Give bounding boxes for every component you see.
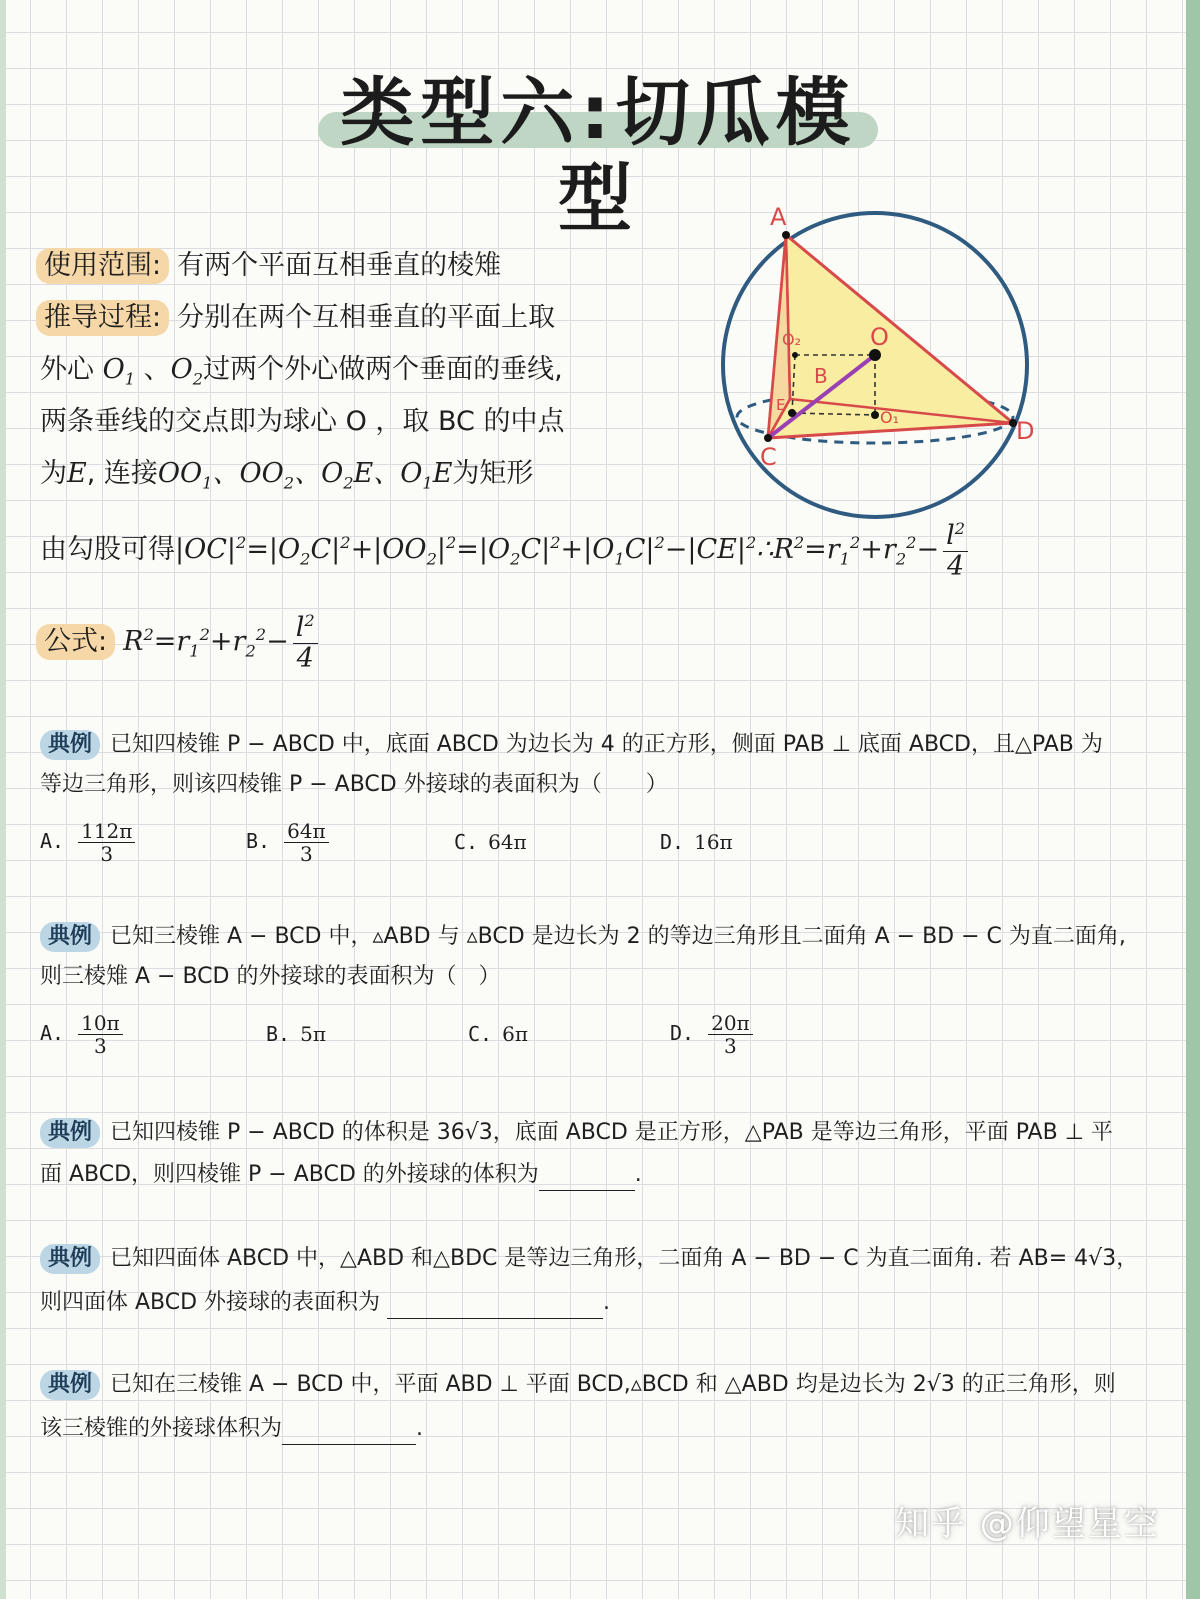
example-4-line-2: 则四面体 ABCD 外接球的表面积为 . — [40, 1288, 610, 1319]
example-3-answer-blank — [539, 1160, 635, 1191]
example-2-tag: 典例 — [40, 922, 100, 952]
derivation-line-2: 外心 $O_1$ 、$O_2$过两个外心做两个垂面的垂线, — [40, 354, 563, 389]
point-a — [782, 231, 790, 239]
example-5-answer-blank — [282, 1414, 416, 1445]
derivation-text-4: 两条垂线的交点即为球心 O ，取 BC 的中点 — [40, 406, 565, 437]
derivation-text-6: , 连接 — [86, 458, 158, 489]
left-border — [0, 0, 6, 1599]
example-5-line-1 — [40, 1370, 1116, 1400]
example-1-tag: 典例 — [40, 730, 100, 760]
derivation-tag: 推导过程: — [36, 300, 169, 336]
page-title: 类型六:切瓜模型 — [340, 70, 856, 242]
derivation-text-3: 过两个外心做两个垂面的垂线, — [203, 354, 563, 385]
example-5-text-2: 该三棱锥的外接球体积为 — [40, 1416, 283, 1441]
example-1-option-b: B. $\frac{64\pi}{3}$ — [246, 820, 333, 865]
derivation-text-5: 为 — [40, 458, 67, 489]
label-b: B — [814, 364, 828, 388]
example-3-text-1: 已知四棱锥 P − ABCD 的体积是 36√3，底面 ABCD 是正方形，△PAB 是等边三角形，平面 PAB ⊥ 平 — [110, 1120, 1113, 1145]
example-3-tag: 典例 — [40, 1118, 100, 1148]
math-o1: $O_1$ — [94, 354, 136, 389]
example-4-text-2: 则四面体 ABCD 外接球的表面积为 — [40, 1290, 381, 1315]
example-1-line-2 — [40, 770, 668, 800]
label-o1: O₁ — [880, 408, 900, 427]
label-o: O — [870, 323, 889, 351]
derivation-line-4 — [40, 456, 533, 501]
example-2-option-d: D. $\frac{20\pi}{3}$ — [670, 1012, 757, 1057]
pythagoras-prefix: 由勾股可得 — [40, 534, 175, 566]
example-4-text-1: 已知四面体 ABCD 中，△ABD 和△BDC 是等边三角形，二面角 A − BD − C 为直二面角. 若 AB= 4√3， — [110, 1246, 1139, 1271]
label-e: E — [776, 396, 786, 414]
math-rect-sides: $OO_1$、$OO_2$、$O_2E$、$O_1E$ — [157, 458, 453, 493]
example-1-option-a: A. $\frac{112\pi}{3}$ — [40, 820, 139, 865]
example-3-line-2: 面 ABCD，则四棱锥 P − ABCD 的外接球的体积为 . — [40, 1160, 642, 1191]
example-2-text-2: 则三棱雉 A − BCD 的外接球的表面积为（ ） — [40, 964, 501, 989]
derivation-text-7: 为矩形 — [452, 458, 534, 489]
derivation-text-2: 外心 — [40, 354, 94, 385]
scope-line — [36, 248, 501, 284]
example-1-option-d: D. 16π — [660, 830, 733, 854]
example-4-answer-blank — [387, 1288, 603, 1319]
derivation-text-1: 分别在两个互相垂直的平面上取 — [177, 302, 556, 333]
title-block — [318, 70, 878, 242]
example-1-option-c: C. 64π — [454, 830, 527, 854]
example-5-line-2: 该三棱锥的外接球体积为 . — [40, 1414, 423, 1445]
example-2-text-1: 已知三棱锥 A − BCD 中，▵ABD 与 ▵BCD 是边长为 2 的等边三角形且二面角 A − BD − C 为直二面角, — [110, 924, 1126, 949]
pythagoras-equation: $|OC|^2=|O_2C|^2+|OO_2|^2=|O_2C|^2+|O_1C|^2-|CE|^2\therefore R^2=r_1^2+r_2^2-$ — [175, 533, 940, 569]
math-e: E — [67, 458, 87, 489]
derivation-line-3 — [40, 404, 564, 440]
example-2-line-2 — [40, 962, 500, 992]
watermark: 知乎 @仰望星空 — [895, 1504, 1160, 1544]
pythagoras-line — [40, 520, 972, 581]
label-o2: O₂ — [782, 330, 802, 349]
example-2-line-1 — [40, 922, 1126, 952]
point-o2 — [792, 352, 798, 358]
example-2-option-a: A. $\frac{10\pi}{3}$ — [40, 1012, 127, 1057]
point-e — [788, 409, 796, 417]
example-5-tag: 典例 — [40, 1370, 100, 1400]
point-o1 — [871, 411, 879, 419]
derivation-line-1 — [36, 300, 555, 336]
example-4-line-1 — [40, 1244, 1138, 1274]
example-4-tag: 典例 — [40, 1244, 100, 1274]
label-a: A — [770, 203, 787, 231]
formula-frac: $\frac{l^2}{4}$ — [293, 612, 318, 673]
example-3-text-2: 面 ABCD，则四棱锥 P − ABCD 的外接球的体积为 — [40, 1162, 539, 1187]
example-5-text-1: 已知在三棱锥 A − BCD 中，平面 ABD ⊥ 平面 BCD,▵BCD 和 △ABD 均是边长为 2√3 的正三角形，则 — [110, 1372, 1116, 1397]
example-1-line-1 — [40, 730, 1103, 760]
formula-tag: 公式: — [36, 624, 115, 660]
pythagoras-frac: $\frac{l^2}{4}$ — [943, 520, 968, 581]
math-o2: $O_2$ — [170, 354, 204, 389]
example-1-text-1: 已知四棱锥 P − ABCD 中，底面 ABCD 为边长为 4 的正方形，侧面 PAB ⊥ 底面 ABCD，且△PAB 为 — [110, 732, 1103, 757]
scope-tag: 使用范围: — [36, 248, 169, 284]
label-d: D — [1016, 417, 1035, 445]
example-1-text-2: 等边三角形，则该四棱锥 P − ABCD 外接球的表面积为（ ） — [40, 772, 668, 797]
example-3-line-1 — [40, 1118, 1113, 1148]
formula-equation: $R^2=r_1^2+r_2^2-$ — [123, 625, 289, 661]
point-c — [764, 434, 772, 442]
scope-text: 有两个平面互相垂直的棱雉 — [177, 250, 502, 281]
label-c: C — [760, 443, 777, 471]
formula-line — [36, 612, 322, 673]
example-2-option-c: C. 6π — [468, 1022, 528, 1046]
tetrahedron-sphere-diagram — [710, 195, 1050, 525]
right-border — [1186, 0, 1200, 1599]
example-2-option-b: B. 5π — [266, 1022, 326, 1046]
